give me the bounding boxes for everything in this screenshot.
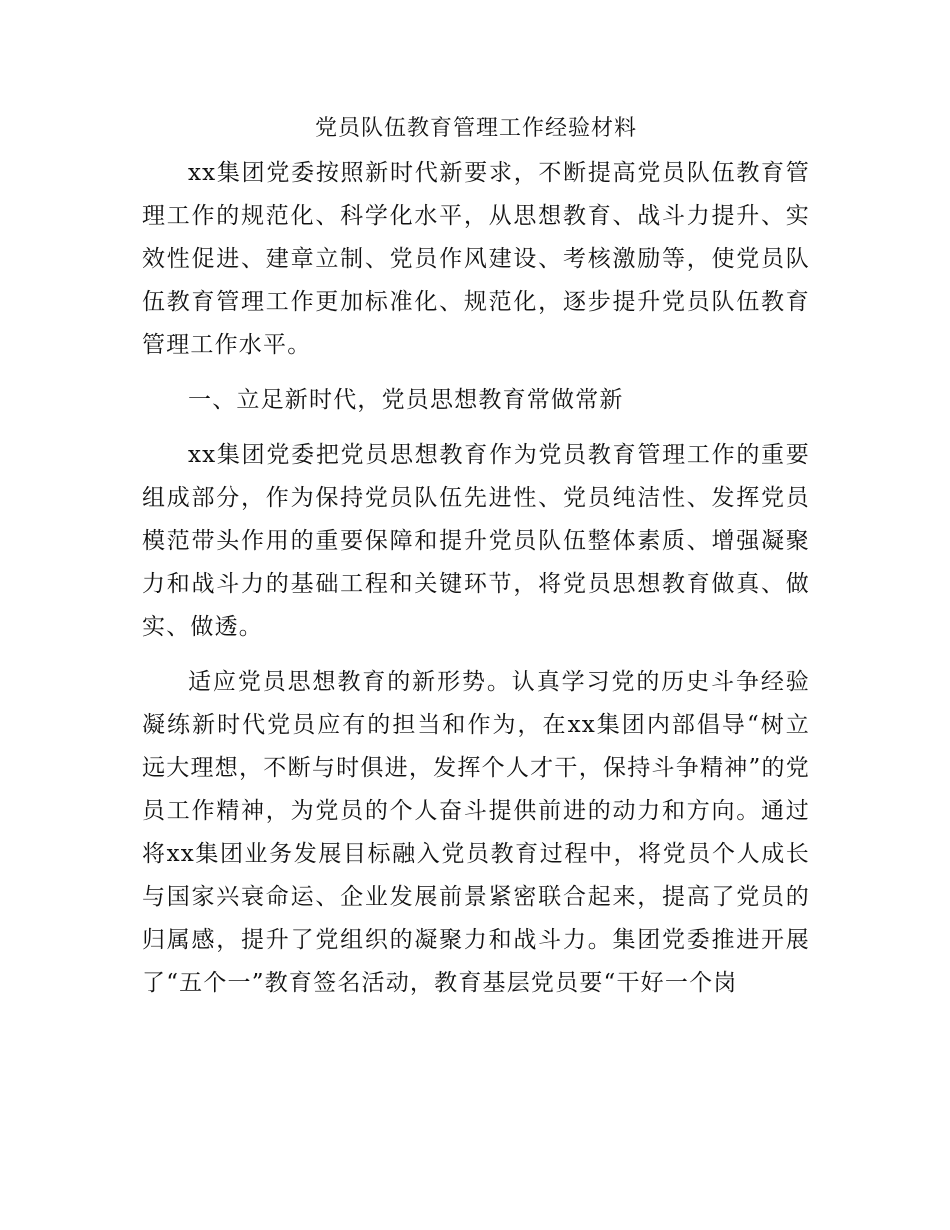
section-heading: 一、立足新时代，党员思想教育常做常新 xyxy=(188,387,624,413)
document-title: 党员队伍教育管理工作经验材料 xyxy=(314,116,637,141)
document-body xyxy=(142,108,810,1005)
section-paragraph-2: 适应党员思想教育的新形势。认真学习党的历史斗争经验凝练新时代党员应有的担当和作为，在xx集团内部倡导“树立远大理想，不断与时俱进，发挥个人才干，保持斗争精神”的党员工作精神，为党员的个人奋斗提供前进的动力和方向。通过将xx集团业务发展目标融入党员教育过程中，将党员个人成长与国家兴衰命运、企业发展前景紧密联合起来，提高了党员的归属感，提升了党组织的凝聚力和战斗力。集团党委推进开展了“五个一”教育签名活动，教育基层党员要“干好一个岗 xyxy=(142,669,810,996)
intro-paragraph: xx集团党委按照新时代新要求，不断提高党员队伍教育管理工作的规范化、科学化水平，从思想教育、战斗力提升、实效性促进、建章立制、党员作风建设、考核激励等，使党员队伍教育管理工作更加标准化、规范化，逐步提升党员队伍教育管理工作水平。 xyxy=(142,160,810,358)
section-paragraph-1: xx集团党委把党员思想教育作为党员教育管理工作的重要组成部分，作为保持党员队伍先进性、党员纯洁性、发挥党员模范带头作用的重要保障和提升党员队伍整体素质、增强凝聚力和战斗力的基础工程和关键环节，将党员思想教育做真、做实、做透。 xyxy=(142,442,810,640)
